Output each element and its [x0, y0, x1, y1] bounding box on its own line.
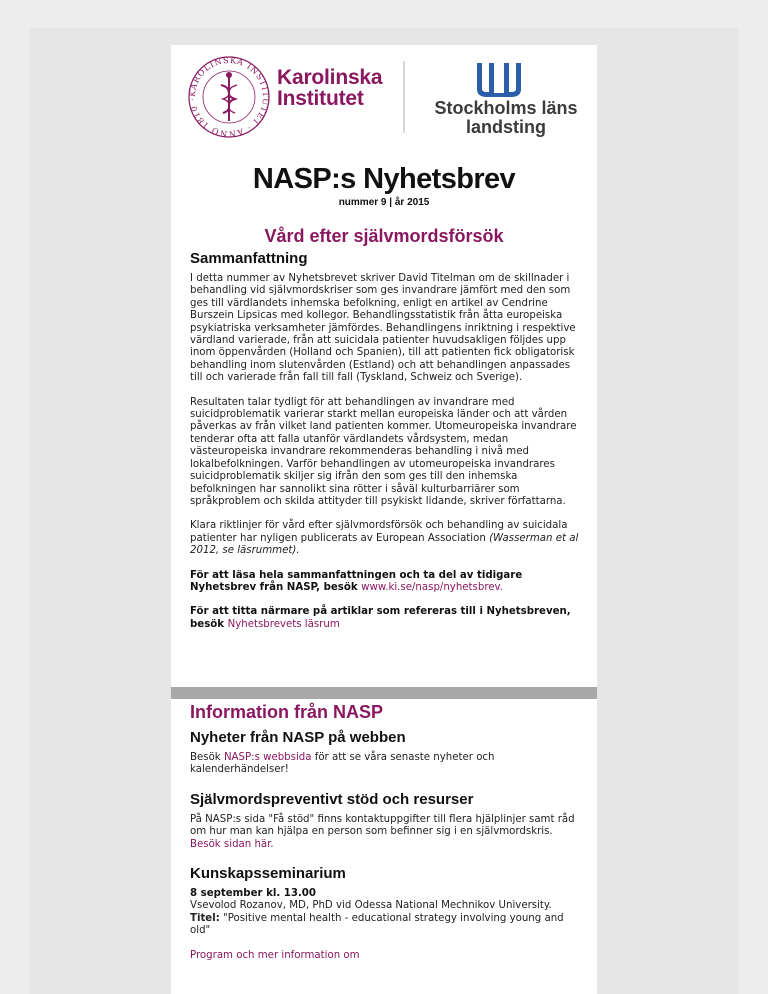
karolinska-name-line1: Karolinska	[277, 66, 383, 89]
nasp-website-link[interactable]: NASP:s webbsida	[223, 752, 312, 763]
articles-paragraph	[190, 606, 584, 631]
svg-text:KAROLINSKA INSTITUTET · ANNO 1: KAROLINSKA INSTITUTET · ANNO 1810 ·	[187, 55, 271, 139]
summary-paragraph-3	[190, 520, 584, 557]
read-more-paragraph	[190, 570, 584, 595]
reading-room-reference: (Wasserman et al 2012, se läsrummet).	[190, 532, 579, 557]
sll-name-line2: landsting	[466, 117, 546, 137]
karolinska-seal-logo	[187, 55, 271, 139]
section2-content	[190, 729, 584, 962]
sll-wordmark	[417, 99, 595, 137]
seminar-heading: Kunskapsseminarium	[190, 865, 346, 883]
summary-heading: Sammanfattning	[190, 250, 308, 267]
section1-content	[190, 250, 584, 631]
seminar-date: 8 september kl. 13.00	[190, 888, 316, 900]
reading-room-link[interactable]: Nyhetsbrevets läsrum	[227, 618, 340, 630]
web-news-heading: Nyheter från NASP på webben	[190, 729, 406, 746]
web-news-prefix: Besök	[190, 752, 224, 763]
section-divider-band	[171, 687, 597, 699]
seminar-title-label: Titel:	[190, 912, 220, 924]
section2-title: Information från NASP	[190, 702, 384, 722]
seminar-title-text: "Positive mental health - educational strategy involving young and old"	[190, 912, 564, 937]
logo-divider	[403, 61, 405, 133]
seminar-more-info	[190, 950, 584, 962]
newsletter-issue: nummer 9 | år 2015	[338, 197, 430, 208]
summary-paragraph-1: I detta nummer av Nyhetsbrevet skriver David Titelman om de skillnader i behandling vid självmordskriser som ges invandrare jämfört med den som ges till värdlandets inhemska befolkning, enligt en artikel av Cendrine Burszein Lipsicas med kollegor. Behandlingsstatistik från åtta europeiska psykiatriska verksamheter jämfördes. Behandlingens inriktning i respektive värdland varierade, från att suicidala patienter huvudsakligen följdes upp inom öppenvården (Holland och Spanien), till att patienten fick obligatorisk behandling inom slutenvården (Estland) och att behandlingen anpassades till och varierade från fall till fall (Tyskland, Schweiz och Sverige).	[190, 273, 576, 384]
section1-title: Vård efter självmordsförsök	[264, 226, 504, 246]
summary-paragraph-3-text: Klara riktlinjer för vård efter självmordsförsök och behandling av suicidala patienter har nyligen publicerats av European Association	[190, 520, 568, 544]
support-paragraph	[190, 814, 584, 851]
seminar-program-link[interactable]: Program och mer information om	[190, 949, 360, 961]
seminar-title	[190, 913, 584, 938]
read-more-text: För att läsa hela sammanfattningen och ta del av tidigare Nyhetsbrev från NASP, besök	[190, 569, 523, 593]
newsletter-card	[171, 45, 597, 994]
support-text: På NASP:s sida "Få stöd" finns kontaktuppgifter till flera hjälplinjer samt råd om hur man kan hjälpa en person som befinner sig i en självmordskris.	[190, 813, 575, 838]
newsletter-title: NASP:s Nyhetsbrev	[252, 163, 516, 195]
web-news-suffix: för att se våra senaste nyheter och kalenderhändelser!	[190, 752, 495, 776]
summary-paragraph-2: Resultaten talar tydligt för att behandlingen av invandrare med suicidproblematik varierar starkt mellan europeiska länder och att vården påverkas av från vilket land patienten kommer. Utomeuropeiska invandrare tenderar ofta att falla utanför värdlandets vårdsystem, medan västeuropeiska invandrare rekommenderas behandling i nivå med lokalbefolkningen. Varför behandlingen av utomeuropeiska invandrares suicidproblematik skiljer sig ifrån den som ges till den inhemska befolkningen har sannolikt sina rötter i såväl kulturbarriärer som språkproblem och skilda attityder till psykiskt lidande, skriver författarna.	[190, 396, 577, 507]
web-news-paragraph	[190, 752, 584, 777]
newsletter-archive-link[interactable]: www.ki.se/nasp/nyhetsbrev.	[361, 581, 504, 593]
karolinska-wordmark	[277, 67, 382, 109]
seminar-speaker: Vsevolod Rozanov, MD, PhD vid Odessa National Mechnikov University.	[190, 900, 552, 912]
sll-logo-mark	[469, 61, 529, 101]
articles-text: För att titta närmare på artiklar som refereras till i Nyhetsbreven, besök	[190, 606, 571, 630]
sll-name-line1: Stockholms läns	[434, 98, 578, 118]
logo-header	[171, 45, 597, 145]
karolinska-name-line2: Institutet	[277, 87, 364, 110]
support-page-link[interactable]: Besök sidan här.	[190, 838, 274, 850]
support-heading: Självmordspreventivt stöd och resurser	[190, 790, 474, 808]
